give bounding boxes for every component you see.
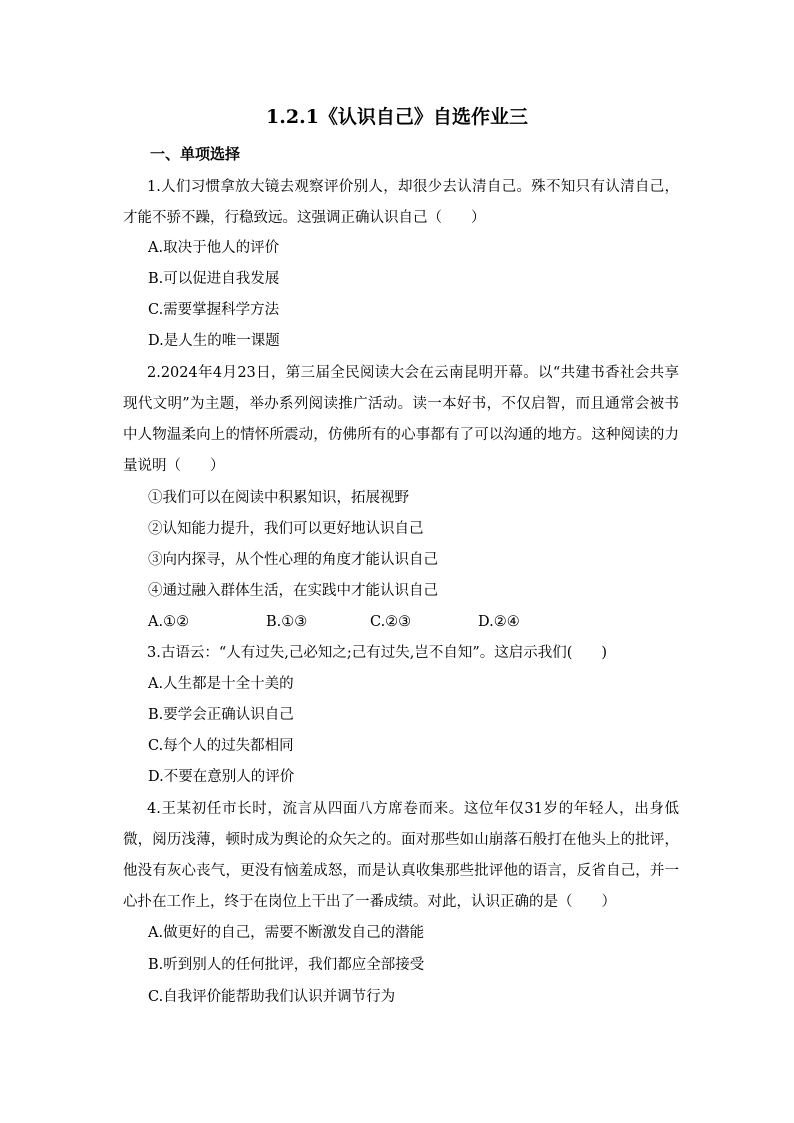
- question-3-option-c: C.每个人的过失都相同: [148, 738, 294, 754]
- question-3-option-b: B.要学会正确认识自己: [148, 707, 294, 723]
- question-2-option-a: A.①②: [148, 614, 190, 630]
- question-1-option-b: B.可以促进自我发展: [148, 271, 280, 287]
- question-2-option-d: D.②④: [478, 614, 520, 630]
- question-4-stem: 4.王某初任市长时，流言从四面八方席卷而来。这位年仅31岁的年轻人，出身低微，阅历浅薄，顿时成为舆论的众矢之的。面对那些如山崩落石般打在他头上的批评，他没有灰心丧气，更没有恼羞成怒，而是认真收集那些批评他的语言，反省自己，并一心扑在工作上，终于在岗位上干出了一番成绩。对此，认识正确的是（ ）: [123, 801, 679, 910]
- question-2-statement-4: ④通过融入群体生活，在实践中才能认识自己: [148, 583, 438, 599]
- question-2-statement-2: ②认知能力提升，我们可以更好地认识自己: [148, 521, 424, 537]
- question-1-option-d: D.是人生的唯一课题: [148, 333, 280, 349]
- question-1-option-c: C.需要掌握科学方法: [148, 302, 280, 318]
- question-3-stem: 3.古语云：“人有过失,己必知之;己有过失,岂不自知”。这启示我们( ): [147, 645, 608, 661]
- document-title: 1.2.1《认识自己》自选作业三: [266, 106, 528, 128]
- question-1-stem: 1.人们习惯拿放大镜去观察评价别人，却很少去认清自己。殊不知只有认清自己，才能不骄不躁，行稳致远。这强调正确认识自己（ ）: [123, 179, 679, 226]
- question-2-options: [148, 611, 520, 633]
- question-4-option-b: B.听到别人的任何批评，我们都应全部接受: [148, 957, 425, 973]
- question-4-option-a: A.做更好的自己，需要不断激发自己的潜能: [148, 925, 425, 941]
- question-2-statement-1: ①我们可以在阅读中积累知识，拓展视野: [148, 490, 409, 506]
- question-2-option-c: C.②③: [370, 614, 412, 630]
- question-4-option-c: C.自我评价能帮助我们认识并调节行为: [148, 989, 396, 1005]
- question-3-option-d: D.不要在意别人的评价: [148, 769, 295, 785]
- question-2-stem: 2.2024年4月23日，第三届全民阅读大会在云南昆明开幕。以“共建书香社会共享现代文明”为主题，举办系列阅读推广活动。读一本好书，不仅启智，而且通常会被书中人物温柔向上的情怀所震动，仿佛所有的心事都有了可以沟通的地方。这种阅读的力量说明（ ）: [123, 365, 679, 474]
- question-2-option-b: B.①③: [266, 614, 308, 630]
- question-3-option-a: A.人生都是十全十美的: [148, 676, 294, 692]
- section-heading: 一、单项选择: [150, 145, 241, 163]
- question-1-option-a: A.取决于他人的评价: [148, 240, 280, 256]
- question-2-statement-3: ③向内探寻，从个性心理的角度才能认识自己: [148, 552, 438, 568]
